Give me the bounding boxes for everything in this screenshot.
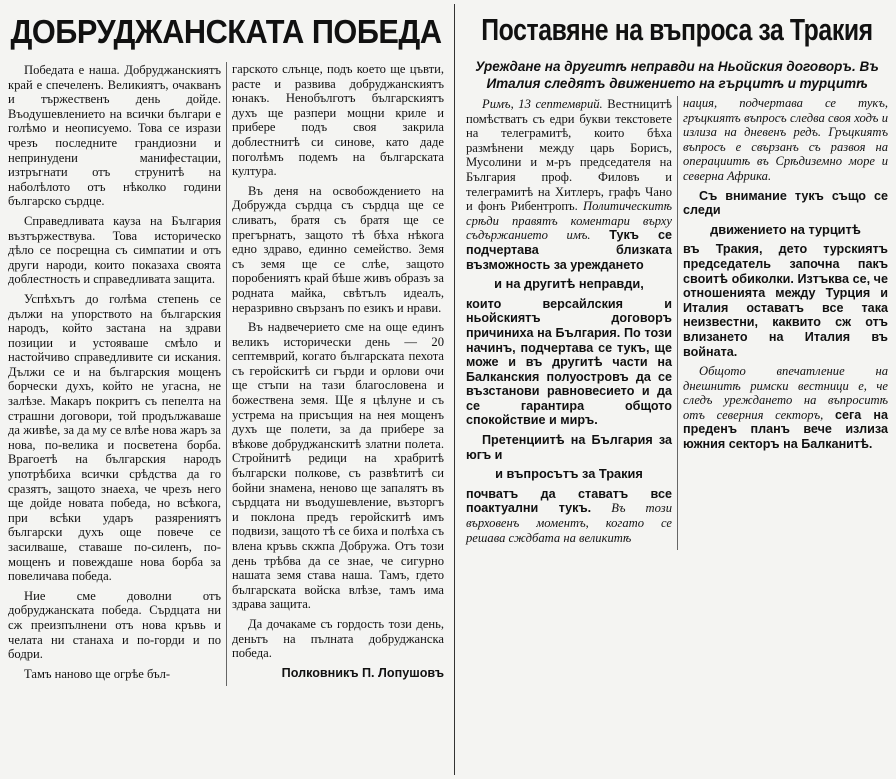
column-2 [677,96,893,550]
paragraph: които версайлския и ньойскиятъ договоръ причиниха на България. По този начинъ, подчертава се тукъ, ще може и въ другитѣ части на Балканския полуостровъ да се възстанови равновесието и да се гарантира общото спокойствие и миръ. [466,296,672,428]
column-2 [226,62,449,686]
article-subheadline: Уреждане на другитѣ неправди на Ньойския договоръ. Въ Италия следятъ движението на гърцитѣ и турцитѣ [475,59,879,91]
section-subtitle: движението на турцитѣ [710,221,861,237]
paragraph: нация, подчертава се тукъ, гръцкиятъ въпросъ следва своя ходъ и излиза на дневенъ редъ. Гръцкиятъ въпросъ е свързанъ съ развоя на операциитѣ въ Срѣдиземно море и северна Африка. [683,96,888,183]
paragraph: Съ внимание тукъ също се следи [683,188,888,218]
paragraph: въ Тракия, дето турскиятъ председатель започна пакъ своитѣ обиколки. Изтъква се, че отношенията между Турция и Италия оставатъ все така неизвестни, каквито сж отъ влизането на Италия въ войната. [683,242,888,359]
paragraph-bold: почватъ да ставатъ все поактуални тукъ. [466,486,672,516]
paragraph: Въ надвечерието сме на още единъ великъ исторически день — 20 септемврий, когато българската пехота съ геройскитѣ си гърди и орлови очи ще стъпи на тази благословена и божествена земя. Ще я цѣлуне и съ устрема на присъщия на нея мощенъ духъ ще полети, за да прибере за вѣкове добруджанскитѣ златни полета. Стройнитѣ редици на храбритѣ български полкове, съ развѣтитѣ си бойни знамена, неново ще запалятъ въ сърдцата ни въодушевление, възторгъ и поклона предъ геройскитѣ имъ подвизи, защото тѣ се биха и полѣха съ влена кръвь скжпа Добружа. Отъ този день трѣбва да се знае, че сигурно нашата земя става наша. Тамъ, гдето българската войска влѣзе, тамъ има здрава защита. [232,320,444,612]
paragraph: Справедливата кауза на България възтържествува. Това историческо дѣло се посрещна съ симпатии и отъ други народи, които показаха своята доблестность и справедливата защита. [8,213,221,287]
column-1 [3,62,226,686]
paragraph-italic: Въ този върховенъ моментъ, когато се решава сждбата на великитѣ [466,501,672,545]
paragraph-italic: Политическитѣ срѣди правятъ коментари върху съдържанието имъ. [466,199,672,243]
dateline: Римъ, 13 септемврий. [482,97,603,111]
paragraph: Въ деня на освобождението на Добружда сърдца съ сърдца ще се сливатъ, братя съ братя ще се прегърнатъ, защото тѣ бѣха нѣкога едно здраво, единно семейство. Земя съ земя ще се слѣе, защото поробениятъ край бѣше живъ образъ за родната майка, свѣтълъ идеалъ, неразривно свързанъ по езикъ и нрави. [232,183,444,315]
column-1 [461,96,677,550]
paragraph [466,487,672,545]
paragraph-bold: Тукъ се подчертава близката възможность за уреждането [466,228,672,272]
paragraph-text: Вестницитѣ помѣстватъ съ едри букви текстовете на телеграмитѣ, които бѣха размѣнени между царь Борисъ, Мусолини и м-ръ председателя на България проф. Филовъ и телеграмитѣ на Хитлеръ, графъ Чано и фонъ Рибентропъ. [466,97,672,214]
article-thrace-question [458,0,896,779]
article-columns [0,62,452,686]
paragraph: гарското слънце, подъ което ще цъвти, расте и развива добруджанскиятъ юнакъ. Ненобълготъ българскиятъ духъ ще разпери мощни криле и прибере подъ своя закрила доблестнитѣ си синове, като даде поголѣмъ подемъ на българската култура. [232,62,444,179]
article-columns [458,96,896,550]
paragraph: Победата е наша. Добруджанскиятъ край е спечеленъ. Великиятъ, очакванъ и тържественъ день дойде. Въодушевлението на всички българи е голѣмо и неописуемо. Това се изрази чрезъ последните грандиозни и непринудени манифестации, изтръгнати отъ струнитѣ на наболѣлото отъ нѣколко години българско сърдце. [8,63,221,209]
paragraph: Тамъ наново ще огрѣе бъл- [24,666,171,681]
author-signature: Полковникъ П. Лопушовъ [281,665,444,680]
paragraph: Успѣхътъ до голѣма степень се дължи на упорството на българския народъ, който застана на здрави позиции и устояваше смѣло и настойчиво справедливите си искания. Дължи се и на българския мощенъ борчески духъ, който не угасна, не залѣзе. Макаръ покритъ съ пепелта на страшни договори, той продължаваше да живѣе, за да му се влѣе нова жаръ за нова, по-велика и посветена борба. Врагоетѣ на българския народъ употрѣбиха всички срѣдства да го сразятъ, защото знаеха, че чрезъ него ще дойде новата победа, но всѣкога, при всѣки ударъ разярениятъ български духъ още повече се засилваше, ставаше по-силенъ, по-мощенъ и повеждаше нова борба за повеличава победа. [8,291,221,584]
paragraph: Ние сме доволни отъ добруджанската победа. Сърдцата ни сж преизпълнени отъ нова кръвь и челата ни станаха и по-горди и по бодри. [8,588,221,662]
paragraph-bold: сега на преденъ планъ вече излиза южния секторъ на Балканитѣ. [683,407,889,452]
paragraph: Претенциитѣ на България за югъ и [466,433,672,462]
section-subtitle: и на другитѣ неправди, [494,276,644,292]
paragraph [683,364,888,452]
column-divider [454,4,455,775]
paragraph [466,97,672,272]
section-subtitle: и въпросътъ за Тракия [495,466,643,482]
paragraph-italic: Общото впечатление на днешнитѣ римски вестници е, че следъ уреждането на въпроситѣ отъ северния секторъ, [683,364,888,422]
headline-thrace: Поставяне на въпроса за Тракия [481,11,873,47]
headline-dobrudzha: ДОБРУДЖАНСКАТА ПОБЕДА [10,12,442,50]
paragraph: Да дочакаме съ гордость този день, деньтъ на пълната добруджанска победа. [232,616,444,661]
